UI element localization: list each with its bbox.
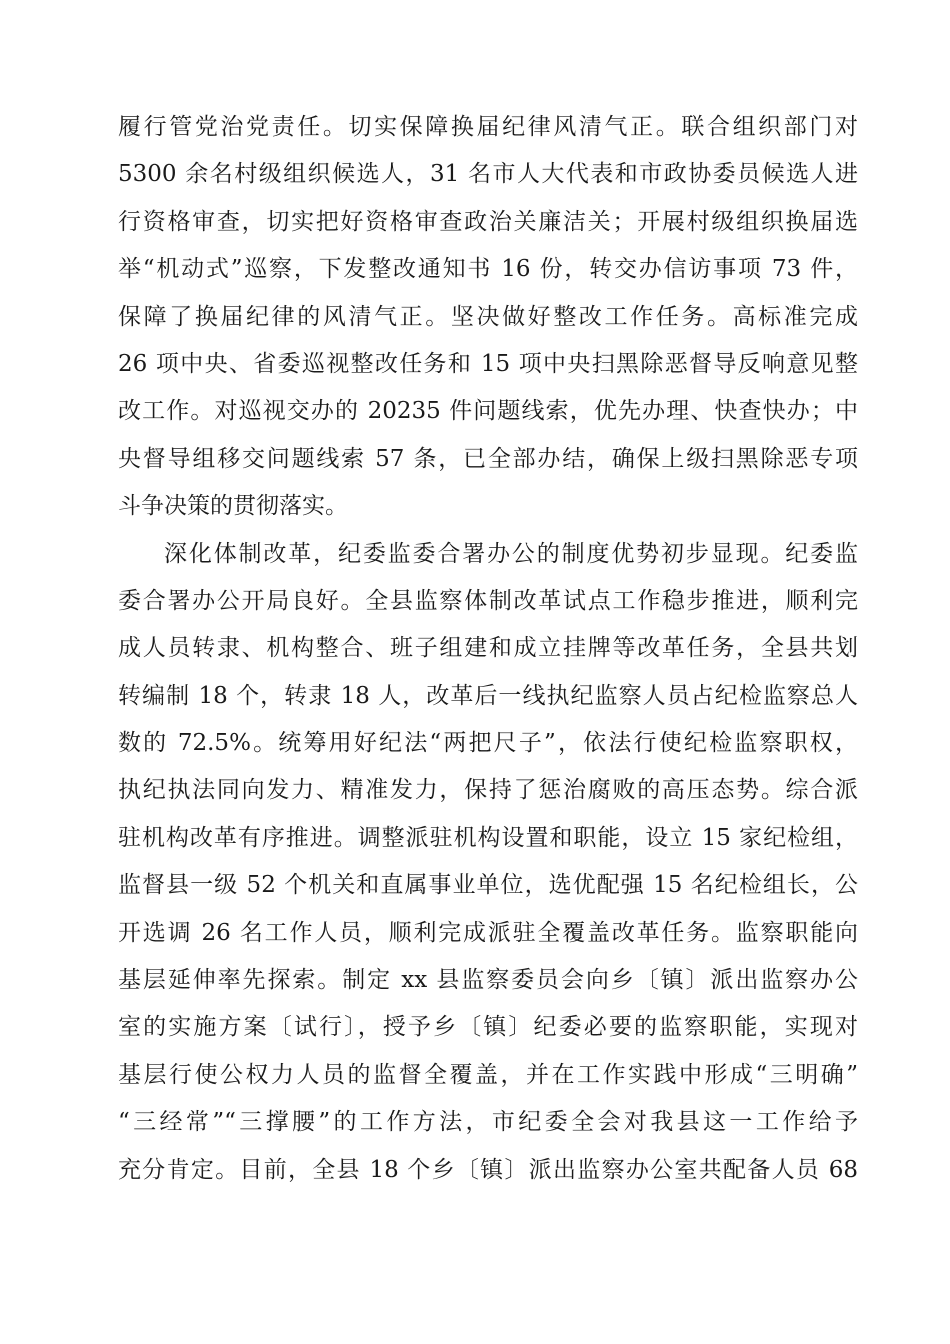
paragraph-line: 成人员转隶、机构整合、班子组建和成立挂牌等改革任务，全县共划: [118, 635, 858, 662]
paragraph-line: 履行管党治党责任。切实保障换届纪律风清气正。联合组织部门对: [118, 114, 858, 140]
paragraph-line: “三经常”“三撑腰”的工作方法，市纪委全会对我县这一工作给予: [118, 1109, 858, 1136]
paragraph-line: 监督县一级 52 个机关和直属事业单位，选优配强 15 名纪检组长，公: [118, 872, 858, 899]
paragraph-line: 举“机动式”巡察，下发整改通知书 16 份，转交办信访事项 73 件，: [118, 256, 858, 283]
paragraph-line: 央督导组移交问题线索 57 条，已全部办结，确保上级扫黑除恶专项: [118, 445, 858, 472]
paragraph-line: 驻机构改革有序推进。调整派驻机构设置和职能，设立 15 家纪检组，: [118, 824, 858, 851]
paragraph-line: 充分肯定。目前，全县 18 个乡〔镇〕派出监察办公室共配备人员 68: [118, 1156, 858, 1183]
paragraph-line: 保障了换届纪律的风清气正。坚决做好整改工作任务。高标准完成: [118, 303, 858, 330]
paragraph-line: 转编制 18 个，转隶 18 人，改革后一线执纪监察人员占纪检监察总人: [118, 682, 858, 709]
paragraph-line: 执纪执法同向发力、精准发力，保持了惩治腐败的高压态势。综合派: [118, 777, 858, 804]
paragraph-line: 基层行使公权力人员的监督全覆盖，并在工作实践中形成“三明确”: [118, 1061, 858, 1088]
paragraph-line: 5300 余名村级组织候选人，31 名市人大代表和市政协委员候选人进: [118, 161, 858, 188]
paragraph-line: 开选调 26 名工作人员，顺利完成派驻全覆盖改革任务。监察职能向: [118, 919, 858, 946]
paragraph-line: 行资格审查，切实把好资格审查政治关廉洁关；开展村级组织换届选: [118, 208, 858, 235]
document-body: [118, 104, 858, 1194]
paragraph-1: [118, 104, 858, 531]
paragraph-line: 深化体制改革，纪委监委合署办公的制度优势初步显现。纪委监: [164, 540, 858, 567]
paragraph-line: 委合署办公开局良好。全县监察体制改革试点工作稳步推进，顺利完: [118, 587, 858, 614]
paragraph-line: 26 项中央、省委巡视整改任务和 15 项中央扫黑除恶督导反响意见整: [118, 350, 858, 377]
paragraph-line: 改工作。对巡视交办的 20235 件问题线索，优先办理、快查快办；中: [118, 398, 858, 425]
paragraph-line: 室的实施方案〔试行〕，授予乡〔镇〕纪委必要的监察职能，实现对: [118, 1014, 858, 1041]
paragraph-line: 基层延伸率先探索。制定 xx 县监察委员会向乡〔镇〕派出监察办公: [118, 967, 858, 994]
paragraph-line: 数的 72.5%。统筹用好纪法“两把尺子”，依法行使纪检监察职权，: [118, 730, 858, 757]
paragraph-2: [118, 531, 858, 1194]
paragraph-line: 斗争决策的贯彻落实。: [118, 493, 348, 520]
